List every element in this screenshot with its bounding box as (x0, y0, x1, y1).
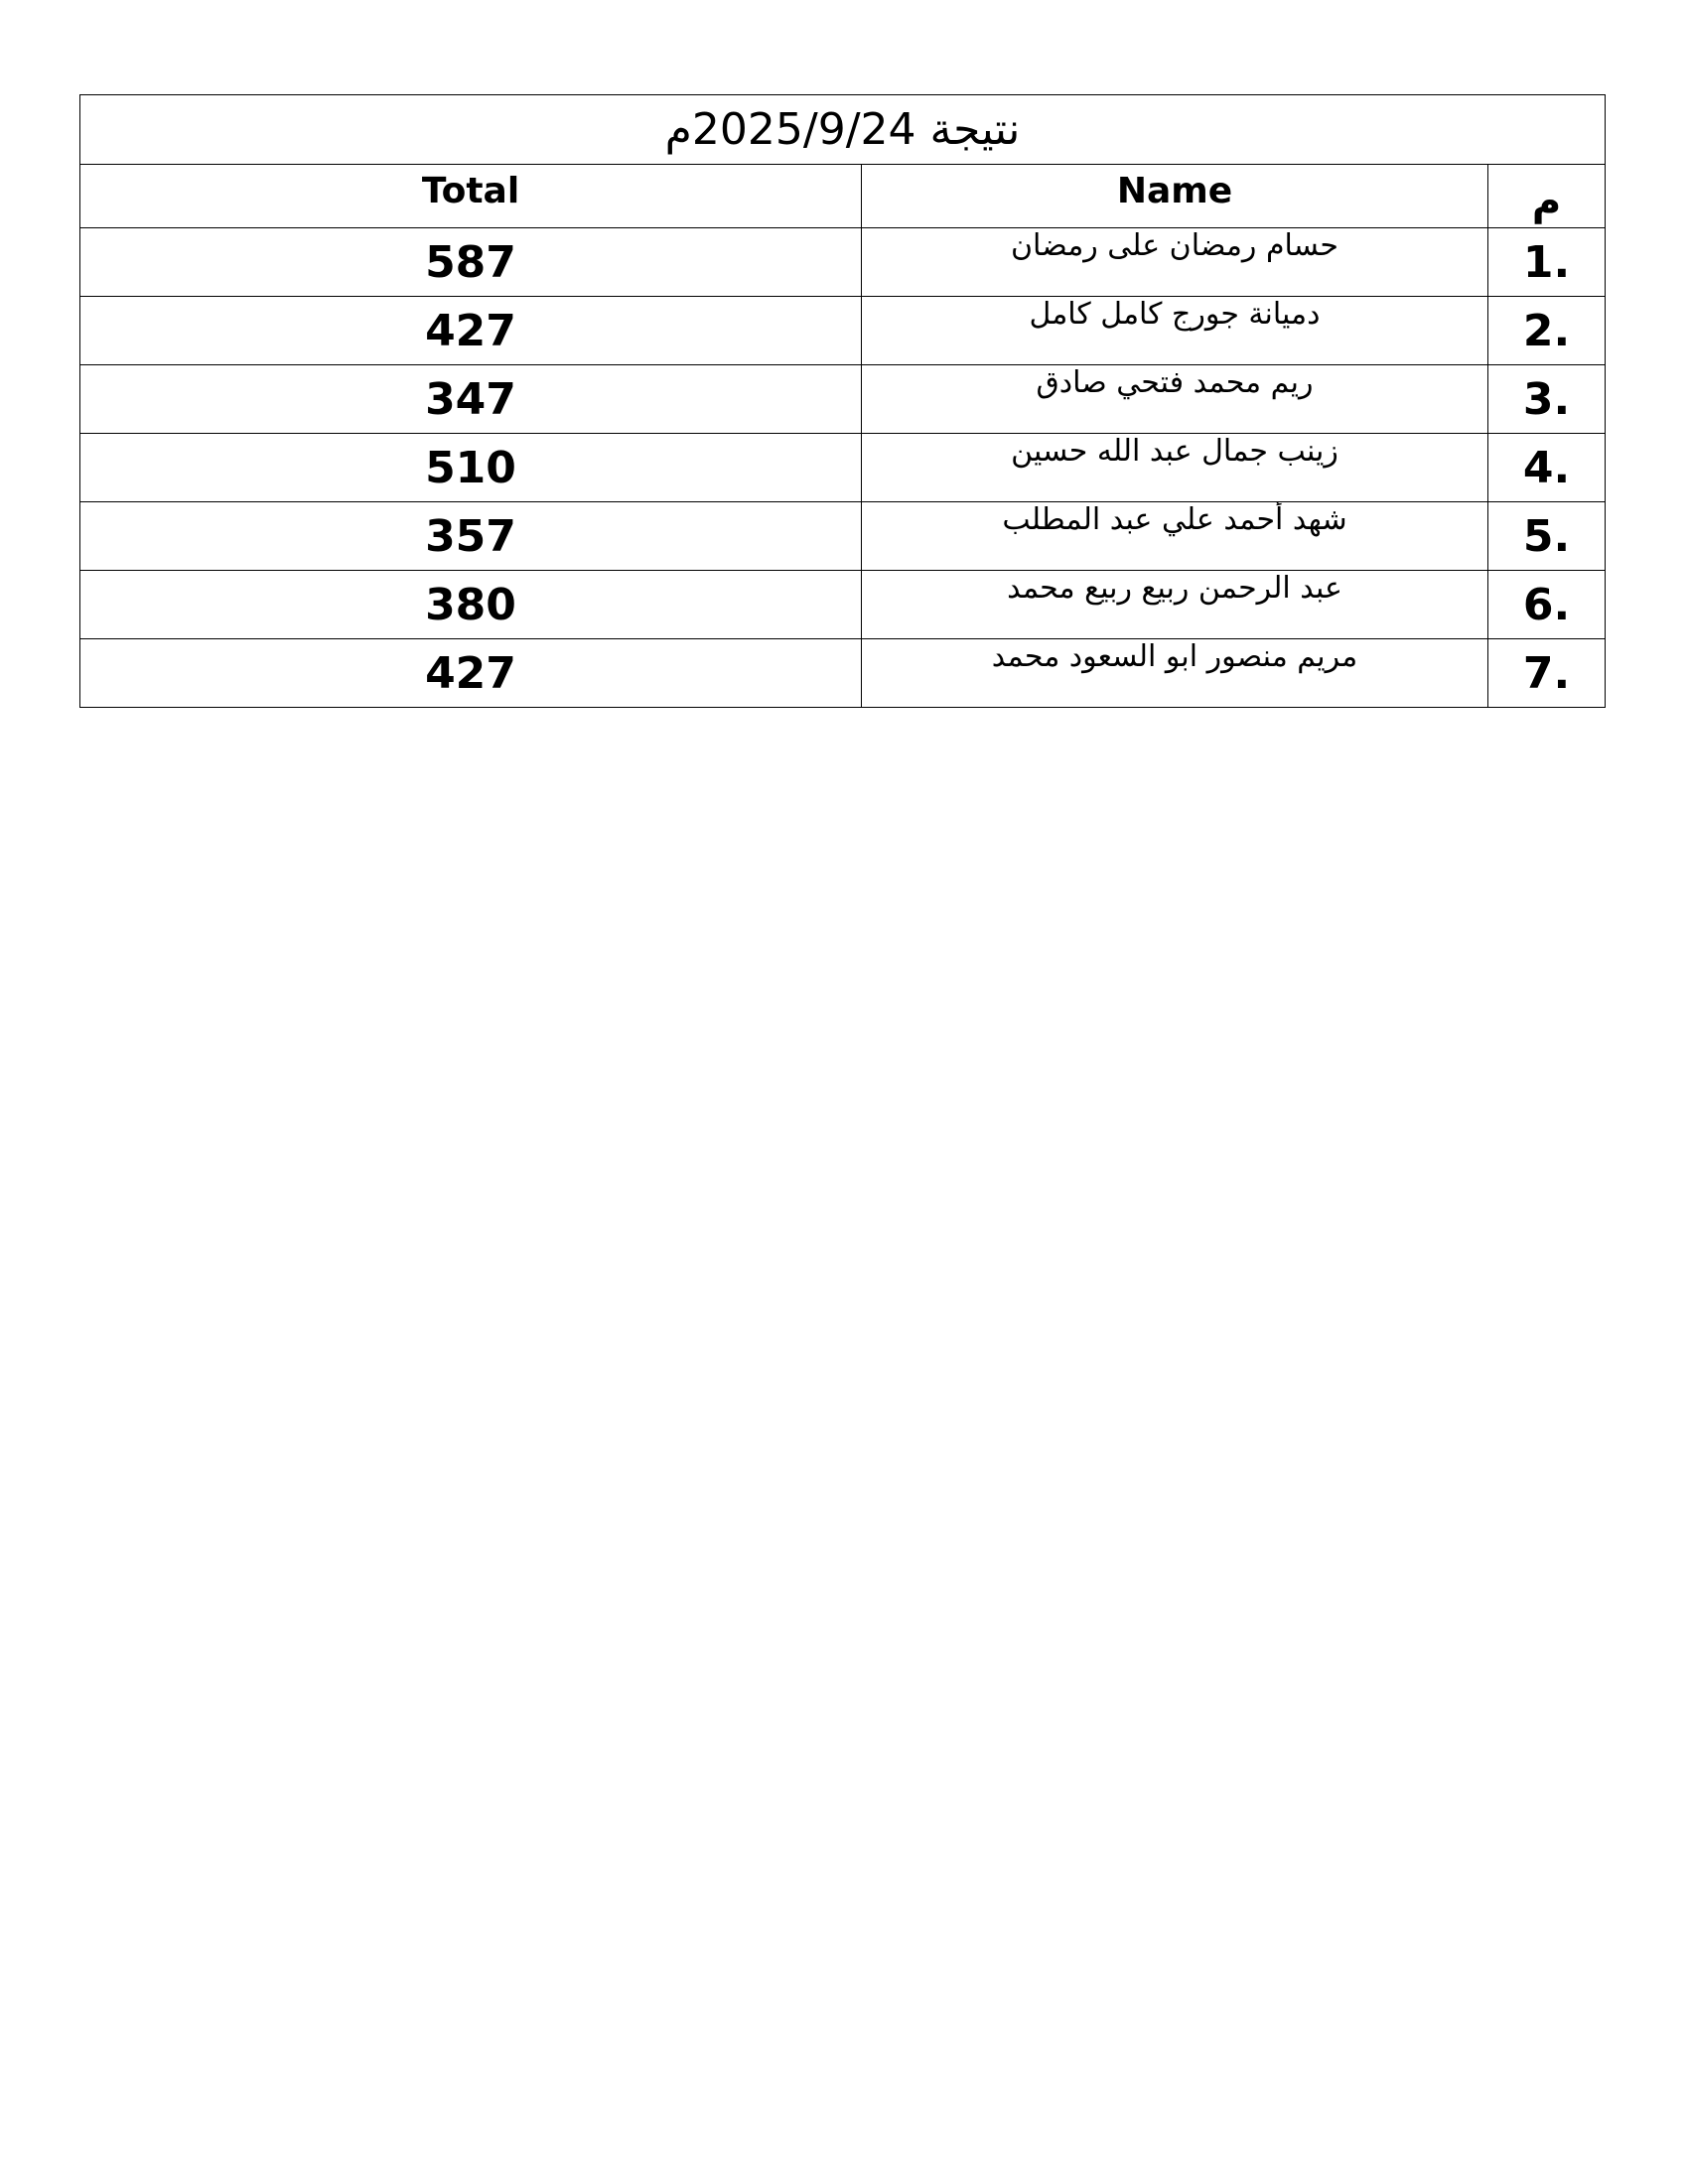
name-cell: مريم منصور ابو السعود محمد (862, 639, 1488, 708)
index-column-header: م (1488, 165, 1606, 228)
table-row (80, 228, 1606, 297)
name-column-header: Name (862, 165, 1488, 228)
index-cell: 2. (1488, 297, 1606, 365)
total-cell: 380 (80, 571, 862, 639)
index-cell: 7. (1488, 639, 1606, 708)
total-cell: 357 (80, 502, 862, 571)
name-cell: حسام رمضان على رمضان (862, 228, 1488, 297)
name-cell: شهد أحمد علي عبد المطلب (862, 502, 1488, 571)
index-cell: 3. (1488, 365, 1606, 434)
table-title: نتيجة 2025/9/24م (80, 95, 1606, 165)
total-cell: 587 (80, 228, 862, 297)
name-cell: عبد الرحمن ربيع ربيع محمد (862, 571, 1488, 639)
total-cell: 347 (80, 365, 862, 434)
name-cell: دميانة جورج كامل كامل (862, 297, 1488, 365)
total-cell: 510 (80, 434, 862, 502)
table-row (80, 571, 1606, 639)
total-cell: 427 (80, 297, 862, 365)
table-row (80, 502, 1606, 571)
table-row (80, 297, 1606, 365)
results-table (79, 94, 1606, 708)
index-cell: 5. (1488, 502, 1606, 571)
table-row (80, 365, 1606, 434)
index-cell: 4. (1488, 434, 1606, 502)
table-row (80, 639, 1606, 708)
name-cell: زينب جمال عبد الله حسين (862, 434, 1488, 502)
total-cell: 427 (80, 639, 862, 708)
index-cell: 6. (1488, 571, 1606, 639)
table-row (80, 434, 1606, 502)
total-column-header: Total (80, 165, 862, 228)
index-cell: 1. (1488, 228, 1606, 297)
header-row (80, 165, 1606, 228)
name-cell: ريم محمد فتحي صادق (862, 365, 1488, 434)
